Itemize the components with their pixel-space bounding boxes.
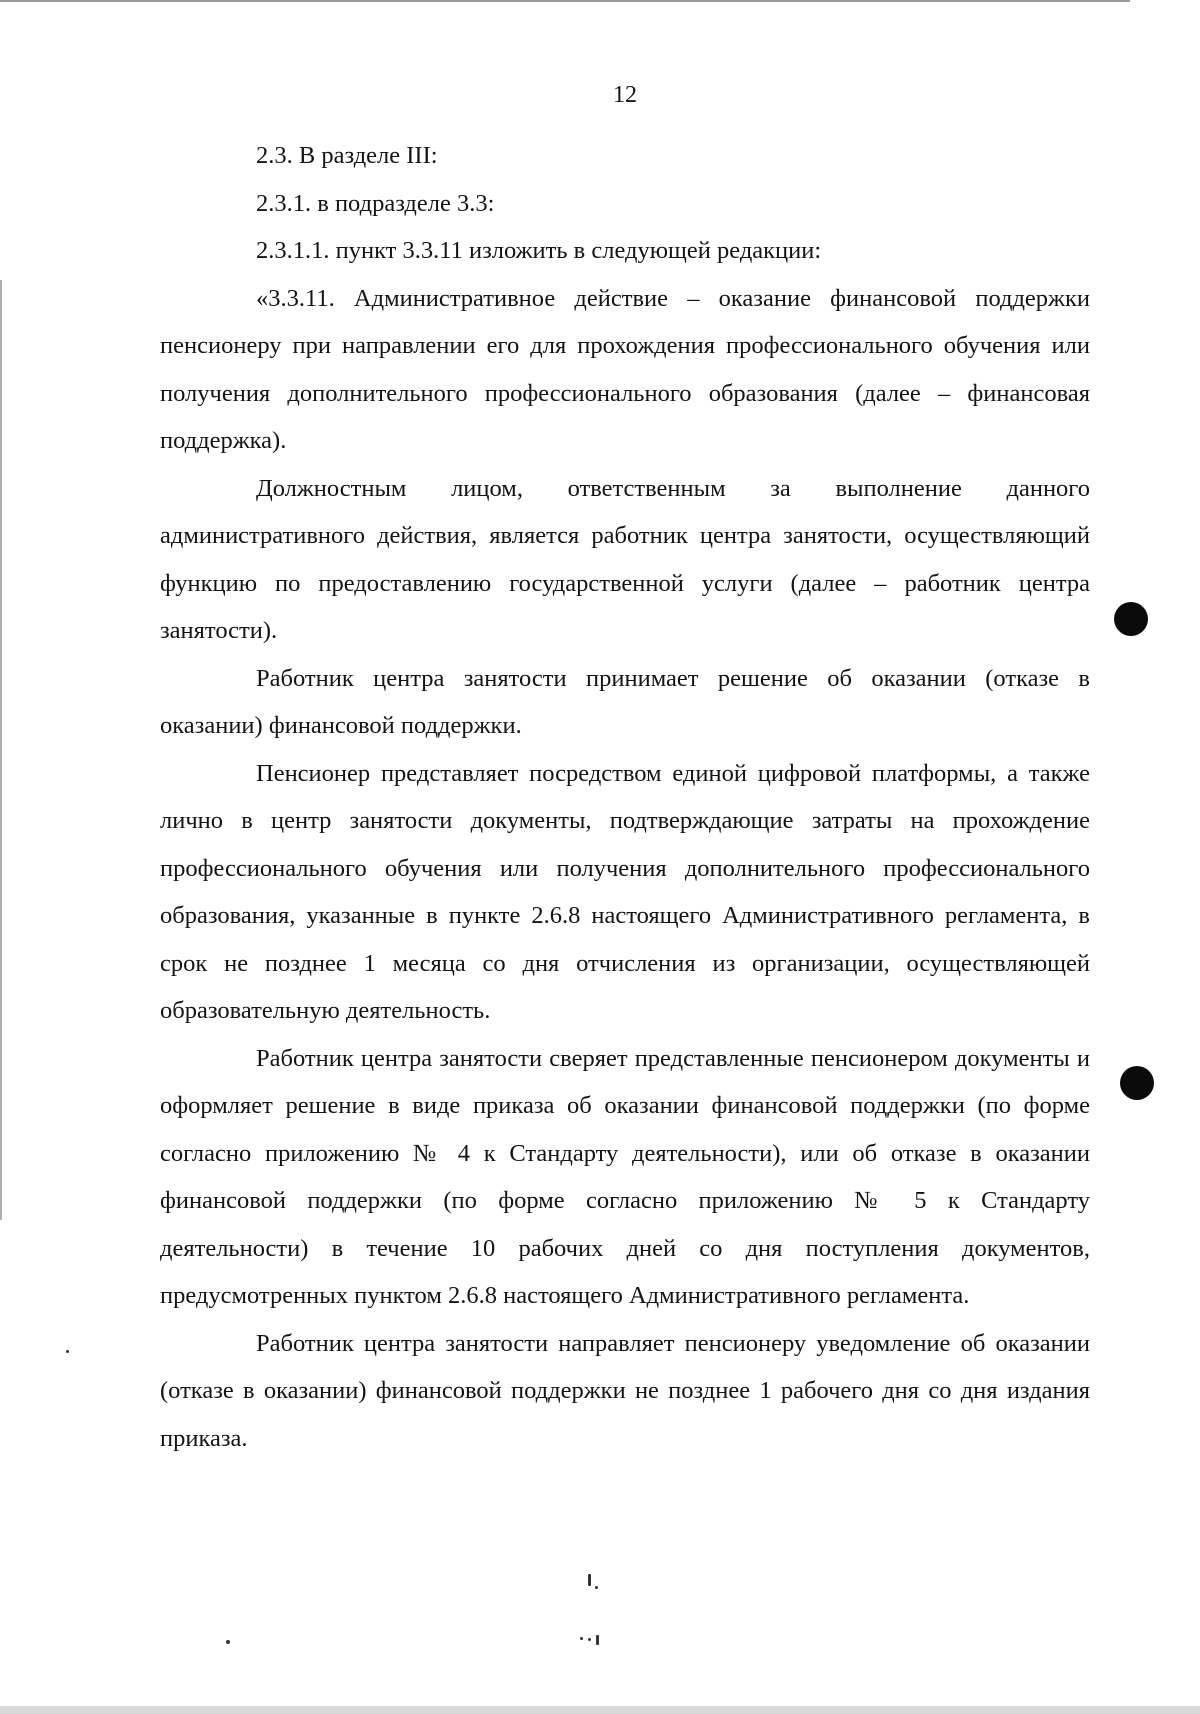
section-heading-line: 2.3. В разделе III: xyxy=(256,142,438,169)
paragraph-responsible-official: Должностным лицом, ответственным за выполнение данного административного действия, является работник центра занятости, осуществляющий функцию по предоставлению государственной услуги (далее – работник центра занятости). xyxy=(160,474,1090,644)
scan-speck xyxy=(588,1638,591,1641)
paragraph-verification-order: Работник центра занятости сверяет представленные пенсионером документы и оформляет решение в виде приказа об оказании финансовой поддержки (по форме согласно приложению № 4 к Стандарту деятельности), или об отказе в оказании финансовой поддержки (по форме согласно приложению № 5 к Стандарту деятельности) в течение 10 рабочих дней со дня поступления документов, предусмотренных пунктом 2.6.8 настоящего Административного регламента. xyxy=(160,1044,1090,1309)
paragraph-administrative-action: «3.3.11. Административное действие – оказание финансовой поддержки пенсионеру при направлении его для прохождения профессионального обучения или получения дополнительного профессионального образования (далее – финансовая поддержка). xyxy=(160,284,1090,454)
clause-line: 2.3.1.1. пункт 3.3.11 изложить в следующей редакции: xyxy=(256,237,822,264)
paragraph-notification: Работник центра занятости направляет пенсионеру уведомление об оказании (отказе в оказании) финансовой поддержки не позднее 1 рабочего дня со дня издания приказа. xyxy=(160,1329,1090,1452)
scan-speck xyxy=(595,1586,598,1589)
paragraph-decision: Работник центра занятости принимает решение об оказании (отказе в оказании) финансовой поддержки. xyxy=(160,664,1090,739)
scan-speck xyxy=(66,1350,69,1353)
subsection-line: 2.3.1. в подразделе 3.3: xyxy=(256,189,495,217)
scan-speck xyxy=(580,1637,583,1640)
scan-speck xyxy=(596,1635,599,1645)
scan-left-edge xyxy=(0,280,2,1220)
scan-bottom-edge xyxy=(0,1706,1200,1714)
document-body xyxy=(160,132,1090,1462)
page-number: 12 xyxy=(613,82,637,108)
punch-hole-mark xyxy=(1114,602,1148,636)
punch-hole-mark xyxy=(1120,1066,1154,1100)
paragraph-pensioner-documents: Пенсионер представляет посредством единой цифровой платформы, а также лично в центр занятости документы, подтверждающие затраты на прохождение профессионального обучения или получения дополнительного профессионального образования, указанные в пункте 2.6.8 настоящего Административного регламента, в срок не позднее 1 месяца со дня отчисления из организации, осуществляющей образовательную деятельность. xyxy=(160,759,1090,1024)
scan-speck xyxy=(226,1640,230,1644)
scan-top-border xyxy=(0,0,1130,2)
scan-speck xyxy=(588,1574,591,1586)
